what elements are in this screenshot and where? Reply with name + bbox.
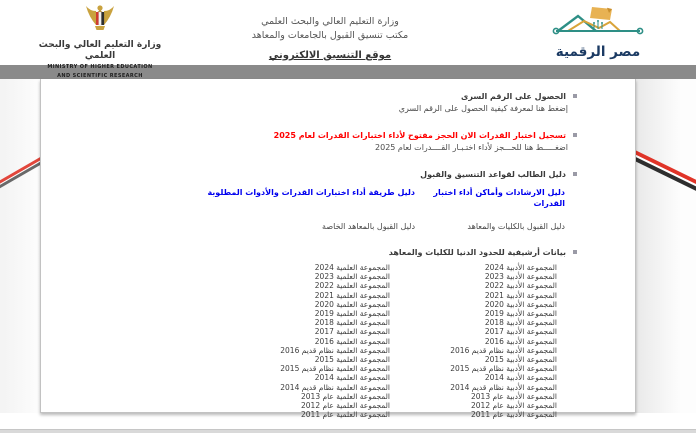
archive-title: بيانات أرشيفية للحدود الدنيا للكليات والمعاهد <box>51 247 577 258</box>
square-bullet-icon <box>573 94 577 98</box>
section-secret-number <box>51 91 577 115</box>
archive-row <box>51 309 557 318</box>
archive-list <box>51 263 557 419</box>
adabi-group-link[interactable]: المجموعة الأدبية 2015 <box>484 355 557 365</box>
elmi-group-link[interactable]: المجموعة العلمية 2015 <box>314 355 390 365</box>
adabi-group-link[interactable]: المجموعة الأدبية 2021 <box>484 290 557 300</box>
adabi-group-link[interactable]: المجموعة الأدبية 2022 <box>484 281 557 291</box>
archive-row <box>51 373 557 382</box>
left-margin-background <box>0 79 40 413</box>
ministry-english-name-line1: MINISTRY OF HIGHER EDUCATION <box>47 64 153 70</box>
adabi-group-link[interactable]: المجموعة الأدبية 2023 <box>484 272 557 282</box>
adabi-group-link[interactable]: المجموعة الأدبية 2024 <box>484 263 557 272</box>
archive-row <box>51 337 557 346</box>
elmi-group-link[interactable]: المجموعة العلمية 2023 <box>314 272 390 282</box>
archive-row <box>51 327 557 336</box>
archive-row <box>51 291 557 300</box>
archive-row <box>51 300 557 309</box>
archive-row <box>51 355 557 364</box>
square-bullet-icon <box>573 172 577 176</box>
elmi-group-link[interactable]: المجموعة العلمية 2014 <box>314 373 390 383</box>
archive-row <box>51 383 557 392</box>
archive-row <box>51 392 557 401</box>
page-header <box>0 0 696 79</box>
section-archive <box>51 247 577 419</box>
elmi-group-link[interactable]: المجموعة العلمية 2024 <box>314 263 390 272</box>
adabi-group-link[interactable]: المجموعة الأدبية عام 2011 <box>471 410 557 420</box>
adabi-group-link[interactable]: المجموعة الأدبية عام 2013 <box>471 391 557 401</box>
ministry-arabic-name: وزارة التعليم العالي والبحث العلمي <box>38 40 162 61</box>
ministry-eagle-icon <box>82 20 118 39</box>
archive-row <box>51 364 557 373</box>
archive-row <box>51 272 557 281</box>
ability-test-title: تسجيل اختبار القدرات الان الحجز مفتوح لأداء اختبارات القدرات لعام 2025 <box>51 130 577 141</box>
adabi-group-link[interactable]: المجموعة الأدبية نظام قديم 2015 <box>450 364 557 374</box>
elmi-group-link[interactable]: المجموعة العلمية عام 2013 <box>301 391 390 401</box>
archive-row <box>51 410 557 419</box>
elmi-group-link[interactable]: المجموعة العلمية 2022 <box>314 281 390 291</box>
elmi-group-link[interactable]: المجموعة العلمية عام 2012 <box>301 401 390 411</box>
elmi-group-link[interactable]: المجموعة العلمية نظام قديم 2014 <box>280 382 390 392</box>
secret-number-howto-link[interactable]: إضغط هنا لمعرفة كيفية الحصول على الرقم السري <box>398 104 568 113</box>
section-student-guide <box>51 169 577 232</box>
elmi-group-link[interactable]: المجموعة العلمية نظام قديم 2016 <box>280 345 390 355</box>
elmi-group-link[interactable]: المجموعة العلمية 2019 <box>314 309 390 319</box>
electronic-tansik-site-link[interactable]: موقع التنسيق الالكتروني <box>268 50 392 61</box>
guide-test-method-tools-link[interactable]: دليل طريقة أداء اختبارات القدرات والأدوات المطلوبة <box>207 188 415 197</box>
ministry-title-line: وزارة التعليم العالي والبحث العلمي <box>261 16 399 27</box>
archive-row <box>51 346 557 355</box>
adabi-group-link[interactable]: المجموعة الأدبية 2017 <box>484 327 557 337</box>
ability-test-booking-link[interactable]: اضغـــــط هنا للحـــجز لأداء اختـبـار القــــدرات لعام 2025 <box>375 143 568 152</box>
elmi-group-link[interactable]: المجموعة العلمية 2017 <box>314 327 390 337</box>
elmi-group-link[interactable]: المجموعة العلمية 2020 <box>314 299 390 309</box>
adabi-group-link[interactable]: المجموعة الأدبية 2018 <box>484 318 557 328</box>
elmi-group-link[interactable]: المجموعة العلمية نظام قديم 2015 <box>280 364 390 374</box>
footer-divider-band <box>0 429 696 433</box>
content-box <box>40 79 636 420</box>
digital-egypt-label: مصر الرقمية <box>555 44 641 60</box>
site-title-block <box>200 15 460 62</box>
adabi-group-link[interactable]: المجموعة الأدبية نظام قديم 2014 <box>450 382 557 392</box>
adabi-group-link[interactable]: المجموعة الأدبية نظام قديم 2016 <box>450 345 557 355</box>
guide-links <box>51 187 565 232</box>
adabi-group-link[interactable]: المجموعة الأدبية عام 2012 <box>471 401 557 411</box>
tansik-office-line: مكتب تنسيق القبول بالجامعات والمعاهد <box>251 30 409 41</box>
adabi-group-link[interactable]: المجموعة الأدبية 2016 <box>484 336 557 346</box>
archive-row <box>51 401 557 410</box>
adabi-group-link[interactable]: المجموعة الأدبية 2020 <box>484 299 557 309</box>
elmi-group-link[interactable]: المجموعة العلمية 2018 <box>314 318 390 328</box>
guide-colleges-institutes-admission-link[interactable]: دليل القبول بالكليات والمعاهد <box>467 222 565 231</box>
elmi-group-link[interactable]: المجموعة العلمية 2016 <box>314 336 390 346</box>
adabi-group-link[interactable]: المجموعة الأدبية 2014 <box>484 373 557 383</box>
archive-row <box>51 263 557 272</box>
guide-private-institutes-admission-link[interactable]: دليل القبول بالمعاهد الخاصة <box>322 222 415 231</box>
digital-egypt-logo <box>546 4 650 60</box>
digital-egypt-icon <box>552 25 644 44</box>
section-ability-test <box>51 130 577 154</box>
student-guide-title: دليل الطالب لقواعد التنسيق والقبول <box>51 169 577 180</box>
right-margin-background <box>636 79 696 413</box>
adabi-group-link[interactable]: المجموعة الأدبية 2019 <box>484 309 557 319</box>
elmi-group-link[interactable]: المجموعة العلمية 2021 <box>314 290 390 300</box>
guide-instructions-places-link[interactable]: دليل الارشادات وأماكن أداء اختبار القدرات <box>433 188 565 208</box>
ministry-logo <box>38 3 162 79</box>
elmi-group-link[interactable]: المجموعة العلمية عام 2011 <box>301 410 390 420</box>
square-bullet-icon <box>573 250 577 254</box>
secret-number-title: الحصول على الرقم السرى <box>51 91 577 102</box>
archive-row <box>51 318 557 327</box>
archive-row <box>51 281 557 290</box>
ministry-english-name-line2: AND SCIENTIFIC RESEARCH <box>57 72 143 79</box>
square-bullet-icon <box>573 133 577 137</box>
